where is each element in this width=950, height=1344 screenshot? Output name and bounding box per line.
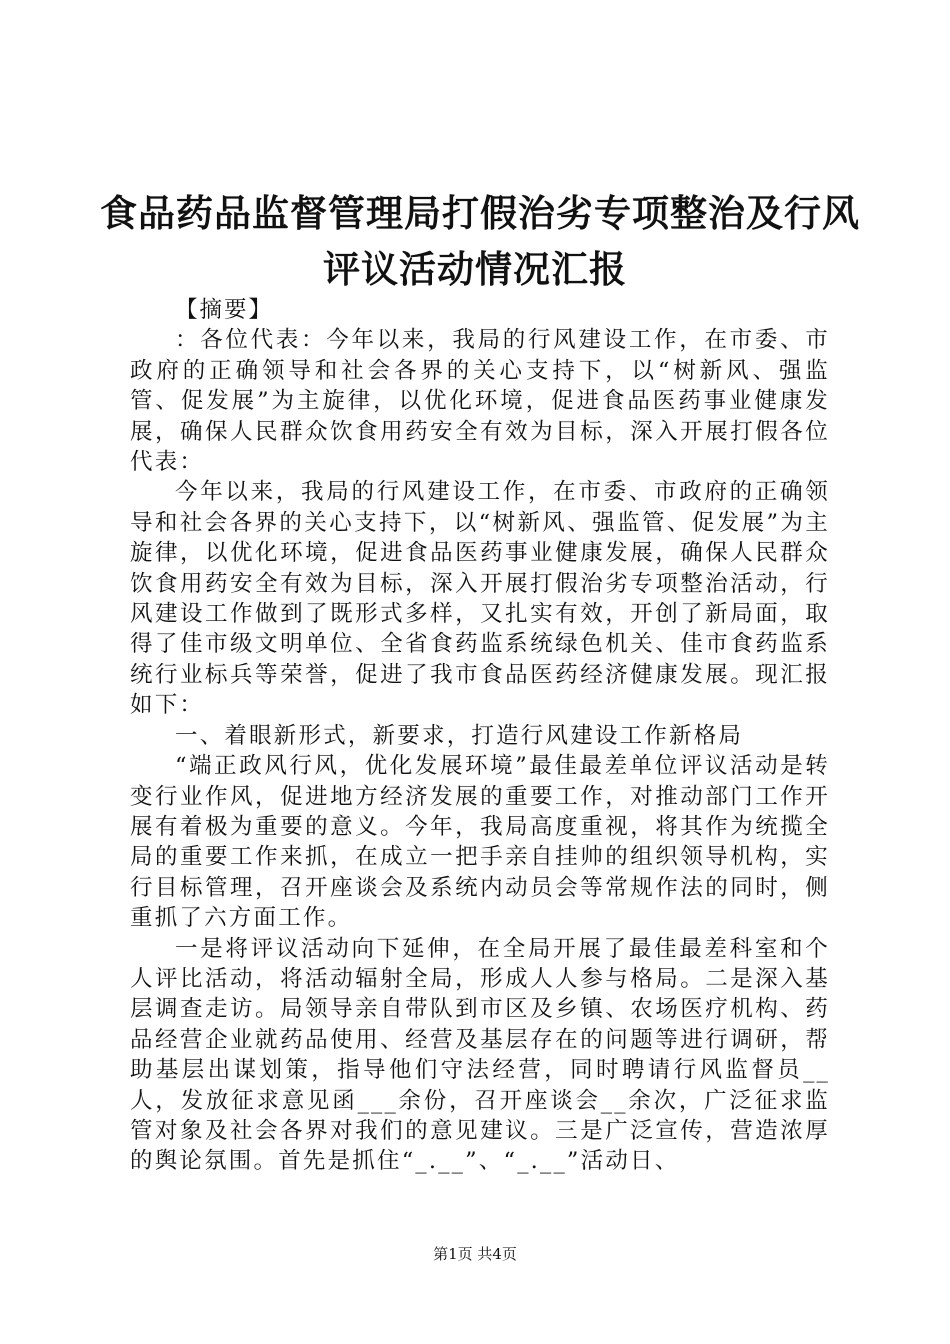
- paragraph-abstract: ：各位代表：今年以来，我局的行风建设工作，在市委、市政府的正确领导和社会各界的关心支持下，以“树新风、强监管、促发展”为主旋律，以优化环境，促进食品医药事业健康发展，确保人民群众饮食用药安全有效为目标，深入开展打假各位代表：: [130, 327, 830, 476]
- title-line-1: 食品药品监督管理局打假治劣专项整治及行风: [100, 192, 860, 235]
- paragraph-1: 今年以来，我局的行风建设工作，在市委、市政府的正确领导和社会各界的关心支持下，以“树新风、强监管、促发展”为主旋律，以优化环境，促进食品医药事业健康发展，确保人民群众饮食用药安全有效为目标，深入开展打假治劣专项整治活动，行风建设工作做到了既形式多样，又扎实有效，开创了新局面，取得了佳市级文明单位、全省食药监系统绿色机关、佳市食药监系统行业标兵等荣誉，促进了我市食品医药经济健康发展。现汇报如下：: [130, 479, 830, 719]
- page-footer: 第1页 共4页: [433, 1245, 517, 1263]
- document-title: [100, 186, 860, 298]
- title-line-2: 评议活动情况汇报: [323, 248, 627, 291]
- section-heading-1: 一、着眼新形式，新要求，打造行风建设工作新格局: [175, 722, 744, 749]
- paragraph-2: “端正政风行风，优化发展环境”最佳最差单位评议活动是转变行业作风，促进地方经济发展的重要工作，对推动部门工作开展有着极为重要的意义。今年，我局高度重视，将其作为统揽全局的重要工作来抓，在成立一把手亲自挂帅的组织领导机构，实行目标管理，召开座谈会及系统内动员会等常规作法的同时，侧重抓了六方面工作。: [130, 753, 830, 932]
- abstract-label: 【摘要】: [175, 297, 274, 323]
- paragraph-3: 一是将评议活动向下延伸，在全局开展了最佳最差科室和个人评比活动，将活动辐射全局，形成人人参与格局。二是深入基层调查走访。局领导亲自带队到市区及乡镇、农场医疗机构、药品经营企业就药品使用、经营及基层存在的问题等进行调研，帮助基层出谋划策，指导他们守法经营，同时聘请行风监督员__人，发放征求意见函___余份，召开座谈会__余次，广泛征求监管对象及社会各界对我们的意见建议。三是广泛宣传，营造浓厚的舆论氛围。首先是抓住“_.__”、“_.__”活动日、: [130, 935, 830, 1175]
- document-body: [130, 295, 830, 1177]
